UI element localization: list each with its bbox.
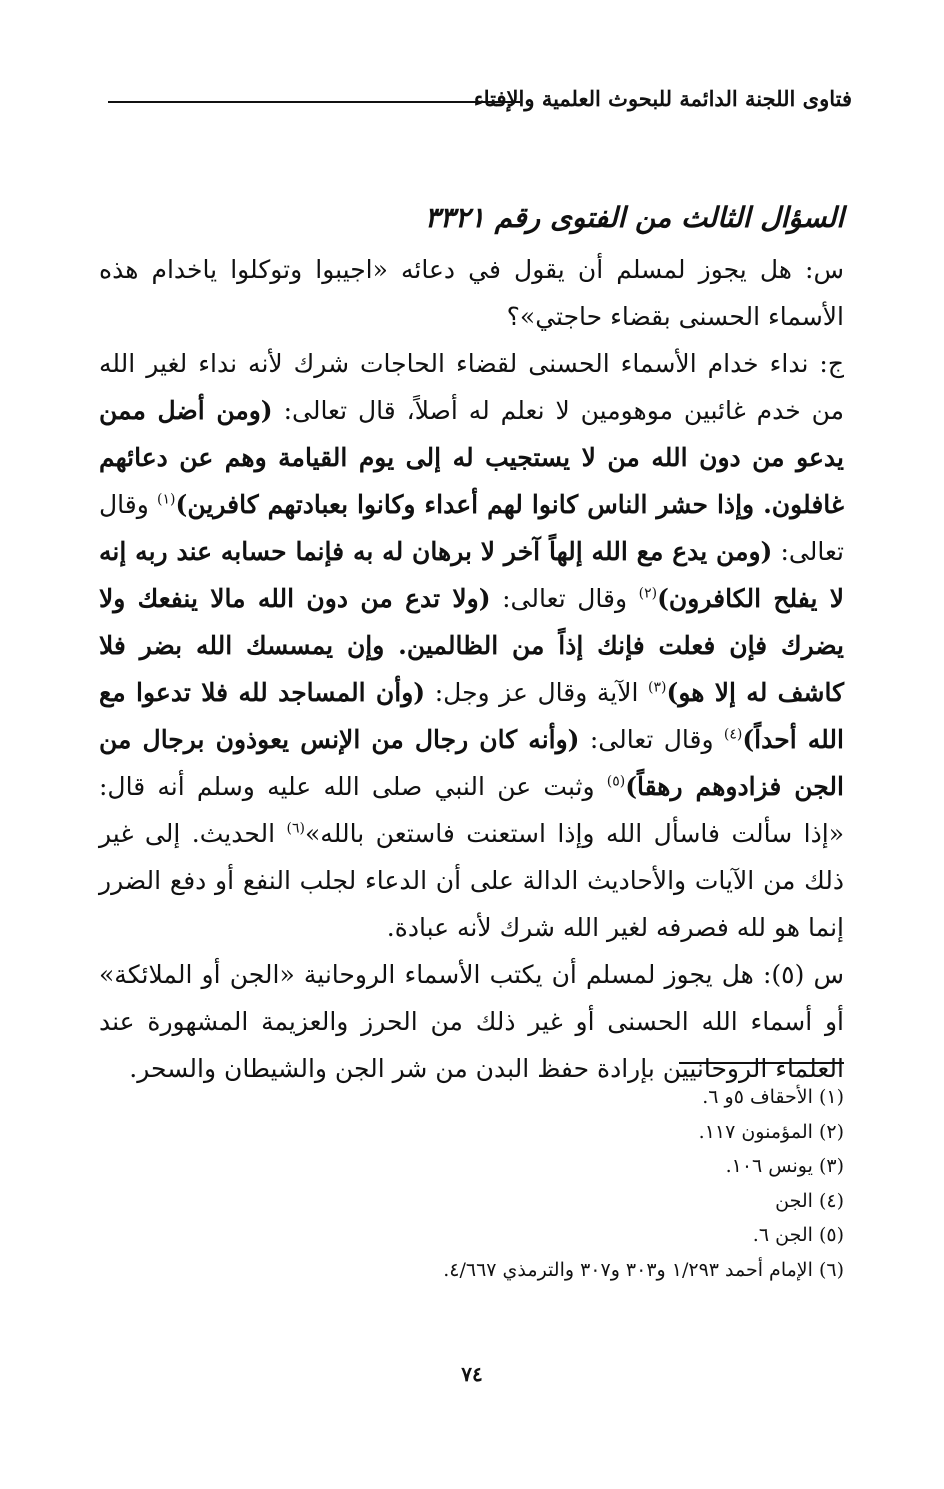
answer-text: ج: نداء خدام الأسماء الحسنى لقضاء الحاجات شرك لأنه نداء لغير الله من خدم غائبين موهومين لا نعلم له أصلاً، قال تعالى:: [99, 349, 844, 425]
question-title: السؤال الثالث من الفتوى رقم ٣٣٢١: [424, 201, 844, 234]
page-number: ٧٤: [461, 1362, 483, 1386]
answer-text: وثبت عن النبي صلى الله عليه وسلم أنه قال: «إذا سألت فاسأل الله وإذا استعنت فاستعن بالله»: [99, 772, 844, 848]
answer-1: [99, 340, 844, 951]
footnotes: [244, 1080, 844, 1287]
footnote-ref: (٣): [648, 679, 667, 696]
footnote-item: (٢) المؤمنون ١١٧.: [698, 1120, 844, 1143]
answer-text: الآية وقال عز وجل:: [425, 678, 649, 707]
footnote-ref: (١): [157, 491, 176, 508]
answer-text: وقال تعالى:: [579, 725, 724, 754]
footnote-rule: [679, 1062, 844, 1064]
quran-quote: (وأنه كان رجال من الإنس يعوذون برجال من الجن فزادوهم رهقاً): [99, 725, 844, 801]
footnote-ref: (٥): [606, 773, 626, 790]
answer-text: وقال تعالى:: [99, 490, 844, 566]
quran-quote: (ومن أضل ممن يدعو من دون الله من لا يستجيب له إلى يوم القيامة وهم عن دعائهم غافلون. وإذا حشر الناس كانوا لهم أعداء وكانوا بعبادتهم كافرين): [99, 396, 844, 519]
main-text: [99, 190, 844, 1092]
footnote-item: (١) الأحقاف ٥و ٦.: [702, 1086, 844, 1108]
quran-quote: (ولا تدع من دون الله مالا ينفعك ولا يضرك فإن فعلت فإنك إذاً من الظالمين. وإن يمسسك الله بضر فلا كاشف له إلا هو): [99, 584, 844, 707]
header-title: فتاوى اللجنة الدائمة للبحوث العلمية والإفتاء: [473, 86, 852, 111]
footnote-ref: (٢): [638, 585, 658, 602]
footnote-ref: (٦): [286, 820, 306, 837]
footnote-item: (٥) الجن ٦.: [752, 1224, 844, 1246]
answer-text: الحديث. إلى غير ذلك من الآيات والأحاديث الدالة على أن الدعاء لجلب النفع أو دفع الضرر إنما هو لله فصرفه لغير الله شرك لأنه عبادة.: [99, 819, 844, 942]
question-1: س: هل يجوز لمسلم أن يقول في دعائه «اجيبوا وتوكلوا ياخدام هذه الأسماء الحسنى بقضاء حاجتي»؟: [99, 255, 844, 331]
quran-quote: (ومن يدع مع الله إلهاً آخر لا برهان له به فإنما حسابه عند ربه إنه لا يفلح الكافرون): [99, 537, 844, 613]
footnote-ref: (٤): [723, 726, 743, 743]
answer-text: وقال تعالى:: [490, 584, 639, 613]
quran-quote: (وأن المساجد لله فلا تدعوا مع الله أحداً): [99, 678, 844, 754]
footnote-item: (٣) يونس ١٠٦.: [725, 1155, 844, 1177]
footnote-item: (٤) الجن: [775, 1189, 844, 1212]
running-header: [102, 84, 852, 118]
question-2: س (٥): هل يجوز لمسلم أن يكتب الأسماء الروحانية «الجن أو الملائكة» أو أسماء الله الحسنى أو غير ذلك من الحرز والعزيمة المشهورة عند العلماء الروحانيين بإرادة حفظ البدن من شر الجن والشيطان والسحر.: [99, 960, 844, 1083]
header-rule: [108, 101, 520, 103]
footnote-item: (٦) الإمام أحمد ١/٢٩٣ و٣٠٣ و٣٠٧ والترمذي ٤/٦٦٧.: [443, 1258, 844, 1281]
